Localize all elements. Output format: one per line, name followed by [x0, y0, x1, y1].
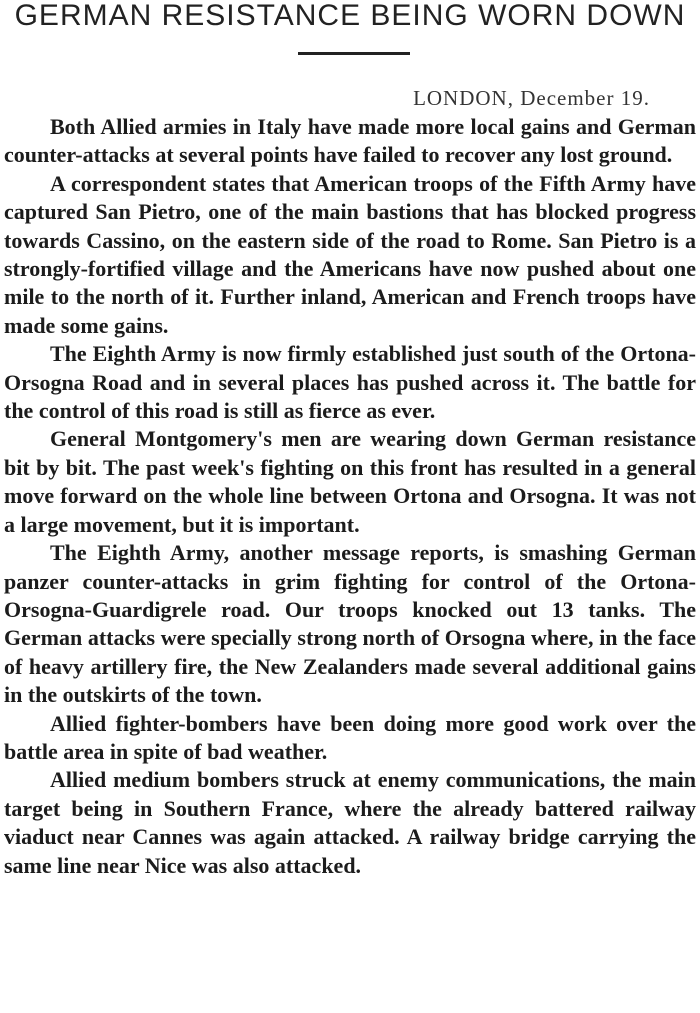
- headline: GERMAN RESISTANCE BEING WORN DOWN: [14, 0, 686, 32]
- paragraph: General Montgomery's men are wearing down German resistance bit by bit. The past week's fighting on this front has resulted in a general move forward on the whole line between Ortona and Orsogna. It was not a large movement, but it is important.: [4, 426, 696, 537]
- headline-rule: [298, 52, 410, 55]
- article-body: [4, 113, 696, 880]
- paragraph: Both Allied armies in Italy have made more local gains and German counter-attacks at several points have failed to recover any lost ground.: [4, 114, 696, 168]
- paragraph: Allied fighter-bombers have been doing more good work over the battle area in spite of bad weather.: [4, 710, 696, 764]
- paragraph: The Eighth Army, another message reports, is smashing German panzer counter-attacks in grim fighting for control of the Ortona-Orsogna-Guardigrele road. Our troops knocked out 13 tanks. The German attacks were specially strong north of Orsogna where, in the face of heavy artillery fire, the New Zealanders made several additional gains in the outskirts of the town.: [4, 540, 696, 708]
- dateline: LONDON, December 19.: [413, 86, 650, 110]
- paragraph: Allied medium bombers struck at enemy communications, the main target being in Southern France, where the already battered railway viaduct near Cannes was again attacked. A railway bridge carrying the same line near Nice was also attacked.: [4, 767, 696, 878]
- paragraph: The Eighth Army is now firmly established just south of the Ortona-Orsogna Road and in several places has pushed across it. The battle for the control of this road is still as fierce as ever.: [4, 341, 696, 424]
- paragraph: A correspondent states that American troops of the Fifth Army have captured San Pietro, one of the main bastions that has blocked progress towards Cassino, on the eastern side of the road to Rome. San Pietro is a strongly-fortified village and the Americans have now pushed about one mile to the north of it. Further inland, American and French troops have made some gains.: [4, 170, 696, 338]
